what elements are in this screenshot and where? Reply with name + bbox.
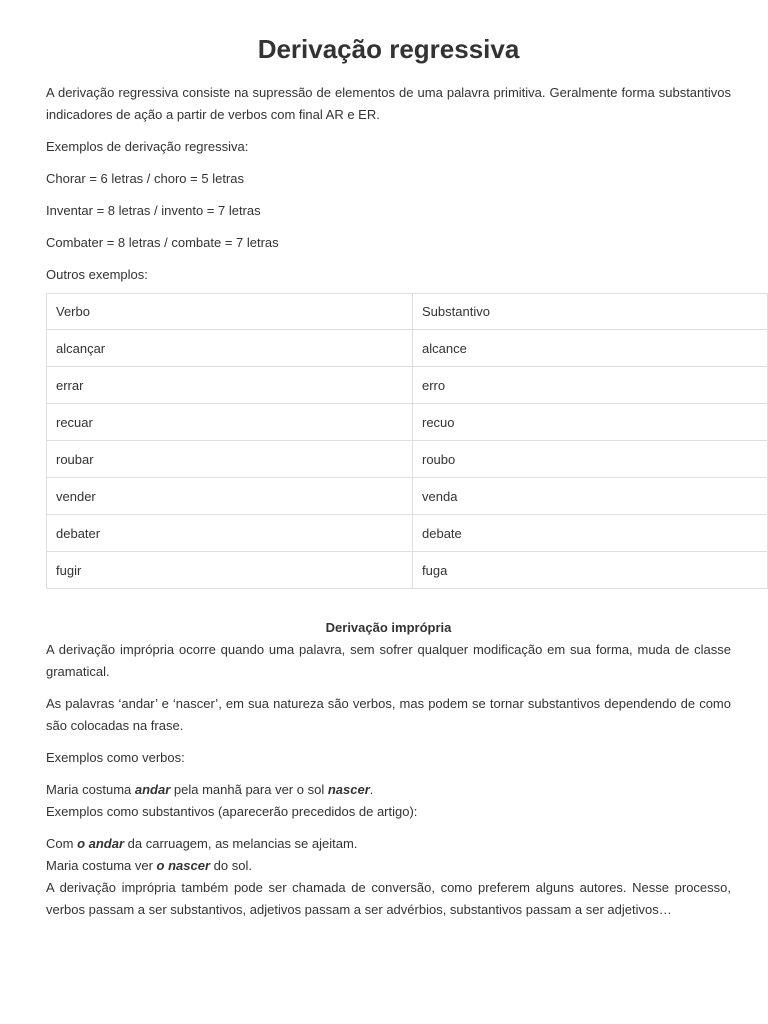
sentence-text: Com <box>46 836 78 851</box>
paragraph-verbs-label: Exemplos como verbos: <box>46 750 185 765</box>
sentence-text: do sol. <box>210 858 252 873</box>
table-cell-verb: roubar <box>47 441 413 478</box>
emphasized-word: nascer <box>327 782 370 797</box>
example-line: Chorar = 6 letras / choro = 5 letras <box>46 171 244 186</box>
emphasized-word: o nascer <box>156 858 211 873</box>
table-row <box>47 367 768 404</box>
noun-example-sentence <box>46 833 731 855</box>
table-row <box>47 515 768 552</box>
table-cell-verb: fugir <box>47 552 413 589</box>
paragraph-examples-label: Exemplos de derivação regressiva: <box>46 139 249 154</box>
table-cell-noun: recuo <box>413 404 768 441</box>
table-cell-verb: debater <box>47 515 413 552</box>
table-cell-verb: recuar <box>47 404 413 441</box>
section-title-regressiva: Derivação regressiva <box>257 34 520 64</box>
table-row <box>47 441 768 478</box>
sentence-text: . <box>369 782 374 797</box>
verb-example-sentence <box>46 779 731 801</box>
sentence-text: Maria costuma ver <box>46 858 157 873</box>
table-row <box>47 552 768 589</box>
emphasized-word: o andar <box>77 836 125 851</box>
section-title-impropria: Derivação imprópria <box>325 620 452 635</box>
table-cell-noun: roubo <box>413 441 768 478</box>
table-row <box>47 404 768 441</box>
sentence-text: da carruagem, as melancias se ajeitam. <box>124 836 358 851</box>
example-line: Combater = 8 letras / combate = 7 letras <box>46 235 279 250</box>
sentence-text: pela manhã para ver o sol <box>170 782 328 797</box>
table-cell-noun: venda <box>413 478 768 515</box>
example-line: Inventar = 8 letras / invento = 7 letras <box>46 203 261 218</box>
paragraph-andar-nascer: As palavras ‘andar’ e ‘nascer’, em sua natureza são verbos, mas podem se tornar substantivos dependendo de como são colocadas na frase. <box>46 696 731 733</box>
paragraph-intro-regressiva: A derivação regressiva consiste na supressão de elementos de uma palavra primitiva. Geralmente forma substantivos indicadores de ação a partir de verbos com final AR e ER. <box>46 85 731 122</box>
table-cell-noun: erro <box>413 367 768 404</box>
table-cell-noun: debate <box>413 515 768 552</box>
table-row <box>47 478 768 515</box>
verb-noun-table <box>46 293 768 589</box>
table-header-cell: Verbo <box>47 294 413 330</box>
paragraph-nouns-label: Exemplos como substantivos (aparecerão precedidos de artigo): <box>46 804 418 819</box>
table-cell-verb: errar <box>47 367 413 404</box>
table-cell-verb: alcançar <box>47 330 413 367</box>
table-cell-noun: alcance <box>413 330 768 367</box>
table-cell-verb: vender <box>47 478 413 515</box>
paragraph-closing: A derivação imprópria também pode ser chamada de conversão, como preferem alguns autores. Nesse processo, verbos passam a ser substantivos, adjetivos passam a ser advérbios, substantivos passam a ser adjetivos… <box>46 880 731 917</box>
paragraph-others-label: Outros exemplos: <box>46 267 148 282</box>
emphasized-word: andar <box>134 782 171 797</box>
table-row <box>47 330 768 367</box>
table-cell-noun: fuga <box>413 552 768 589</box>
table-header-row <box>47 294 768 330</box>
noun-example-sentence <box>46 855 731 877</box>
sentence-text: Maria costuma <box>46 782 135 797</box>
paragraph-intro-impropria: A derivação imprópria ocorre quando uma palavra, sem sofrer qualquer modificação em sua forma, muda de classe gramatical. <box>46 642 731 679</box>
table-header-cell: Substantivo <box>413 294 768 330</box>
